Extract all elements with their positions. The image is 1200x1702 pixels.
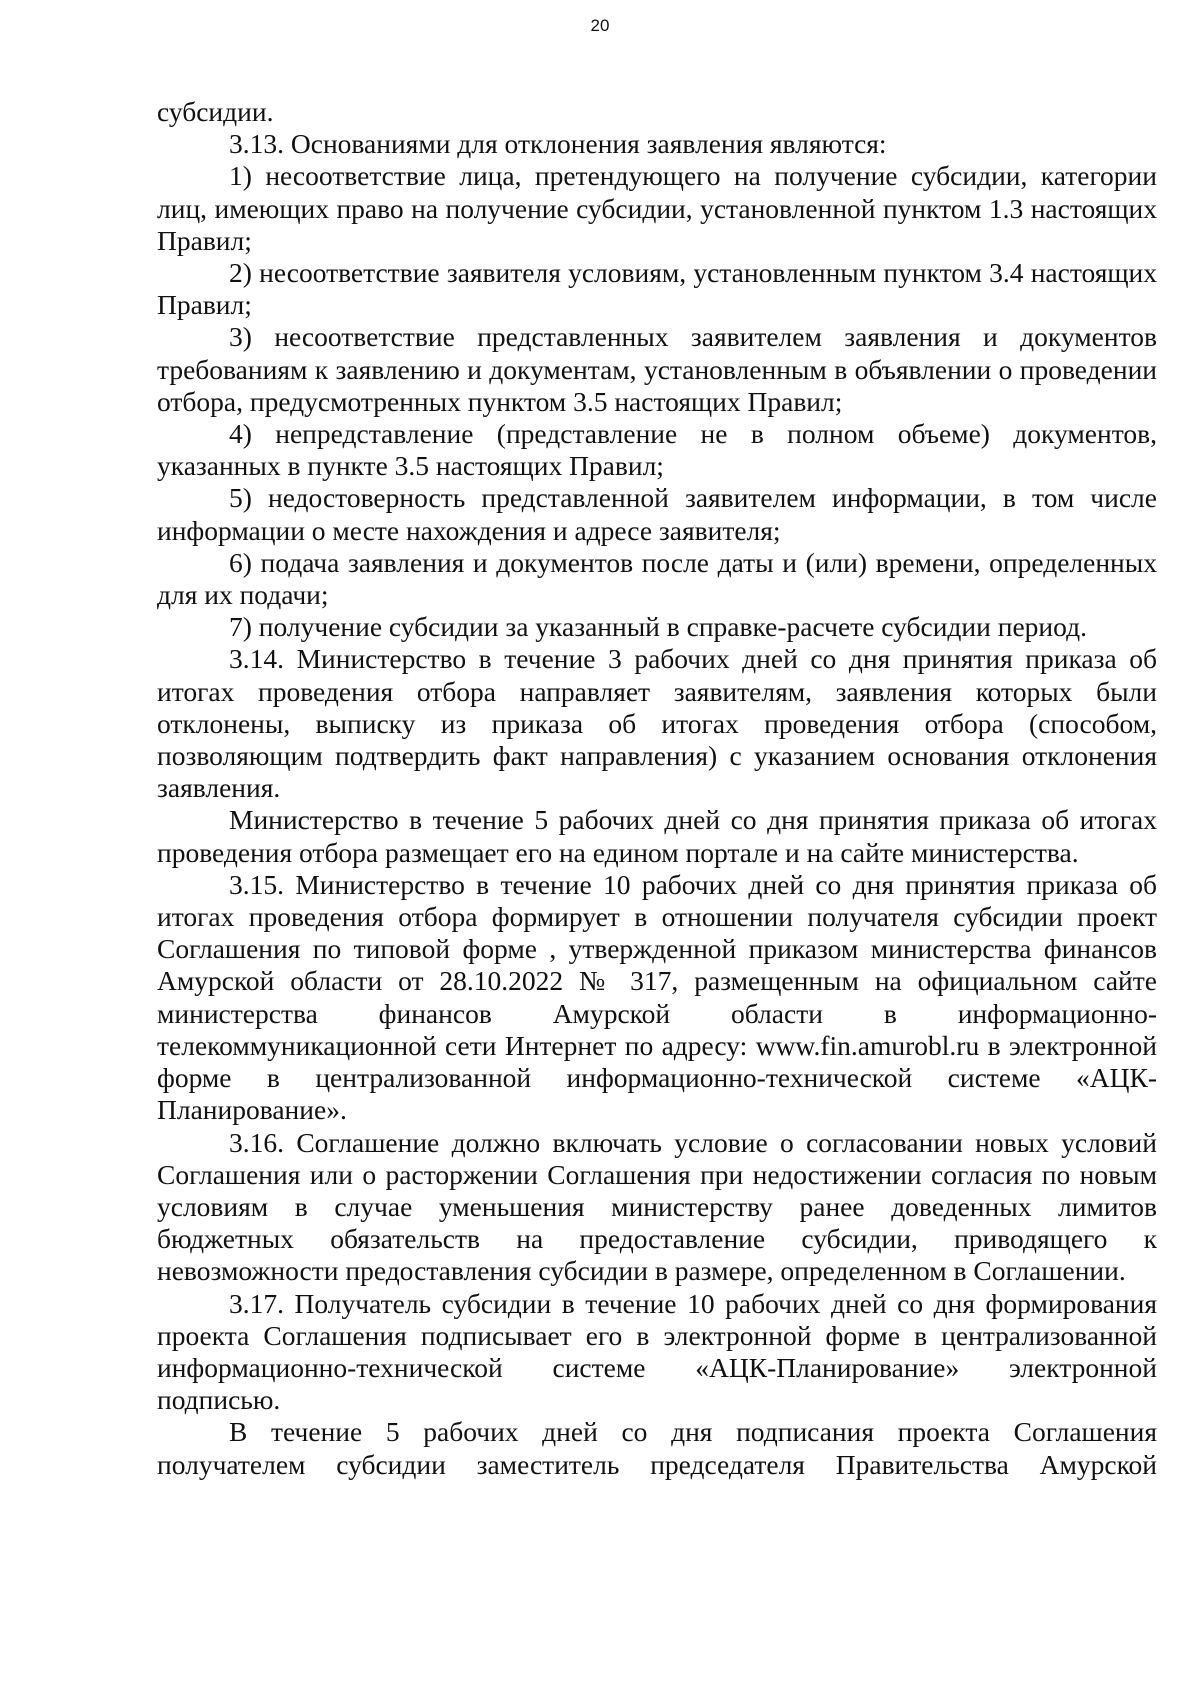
paragraph-3-17: 3.17. Получатель субсидии в течение 10 рабочих дней со дня формирования проекта Соглашения подписывает его в электронной форме в централизованной информационно-технической системе «АЦК-Планирование» электронной подписью. [157,1287,1157,1416]
paragraph-3-16: 3.16. Соглашение должно включать условие о согласовании новых условий Соглашения или о расторжении Соглашения при недостижении согласия по новым условиям в случае уменьшения министерству ранее доведенных лимитов бюджетных обязательств на предоставление субсидии, приводящего к невозможности предоставления субсидии в размере, определенном в Соглашении. [157,1126,1157,1287]
list-item-2: 2) несоответствие заявителя условиям, установленным пунктом 3.4 настоящих Правил; [157,257,1157,321]
document-body [157,96,1157,1481]
paragraph-3-15: 3.15. Министерство в течение 10 рабочих дней со дня принятия приказа об итогах проведения отбора формирует в отношении получателя субсидии проект Соглашения по типовой форме , утвержденной приказом министерства финансов Амурской области от 28.10.2022 № 317, размещенным на официальном сайте министерства финансов Амурской области в информационно-телекоммуникационной сети Интернет по адресу: www.fin.amurobl.ru в электронной форме в централизованной информационно-технической системе «АЦК-Планирование». [157,868,1157,1126]
paragraph-3-14: 3.14. Министерство в течение 3 рабочих дней со дня принятия приказа об итогах проведения отбора направляет заявителям, заявления которых были отклонены, выписку из приказа об итогах проведения отбора (способом, позволяющим подтвердить факт направления) с указанием основания отклонения заявления. [157,643,1157,804]
list-item-6: 6) подача заявления и документов после даты и (или) времени, определенных для их подачи; [157,546,1157,611]
paragraph-3-13: 3.13. Основаниями для отклонения заявления являются: [229,128,887,160]
paragraph-signing-deadline: В течение 5 рабочих дней со дня подписания проекта Соглашения получателем субсидии заместитель председателя Правительства Амурской [157,1416,1157,1480]
list-item-7: 7) получение субсидии за указанный в справке-расчете субсидии период. [229,611,1087,643]
list-item-4: 4) непредставление (представление не в полном объеме) документов, указанных в пункте 3.5 настоящих Правил; [157,418,1157,482]
list-item-5: 5) недостоверность представленной заявителем информации, в том числе информации о месте нахождения и адресе заявителя; [157,482,1157,546]
paragraph-continuation: субсидии. [157,96,274,127]
list-item-1: 1) несоответствие лица, претендующего на получение субсидии, категории лиц, имеющих право на получение субсидии, установленной пунктом 1.3 настоящих Правил; [157,160,1157,256]
list-item-3: 3) несоответствие представленных заявителем заявления и документов требованиям к заявлению и документам, установленным в объявлении о проведении отбора, предусмотренных пунктом 3.5 настоящих Правил; [157,321,1157,417]
paragraph-ministry-publication: Министерство в течение 5 рабочих дней со дня принятия приказа об итогах проведения отбора размещает его на едином портале и на сайте министерства. [157,804,1157,868]
page-number: 20 [590,16,610,35]
